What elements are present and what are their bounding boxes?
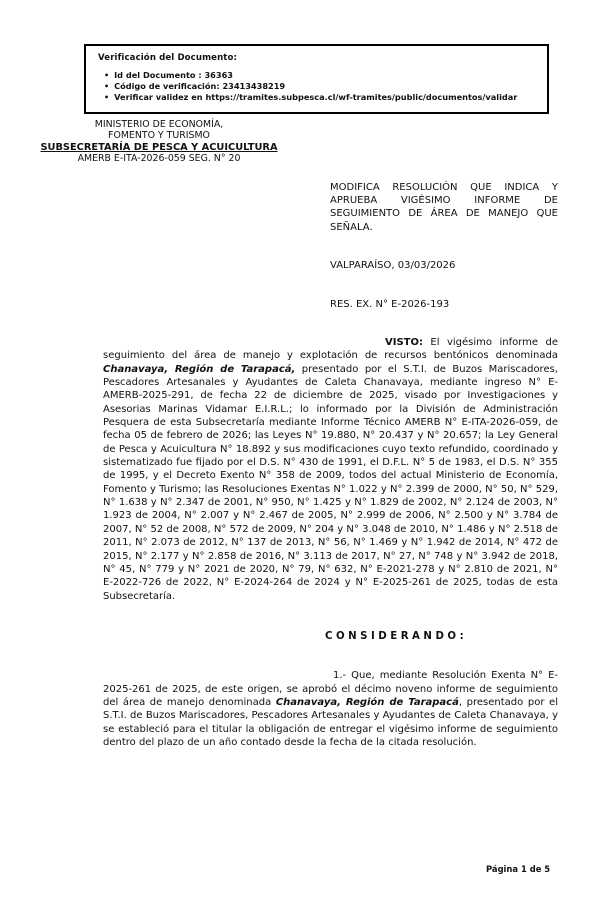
subsecretaria-name: SUBSECRETARÍA DE PESCA Y ACUICULTURA (40, 141, 278, 153)
visto-area-name-emphasis: Chanavaya, Región de Tarapacá, (103, 363, 296, 375)
verification-item-code: • Código de verificación: 23413438219 (104, 81, 539, 92)
considerando-item-1 (103, 669, 558, 749)
amerb-reference: AMERB E-ITA-2026-059 SEG. N° 20 (77, 153, 241, 165)
verification-item-document-id: • Id del Documento : 36363 (104, 70, 539, 81)
verification-title: Verificación del Documento: (98, 53, 238, 63)
visto-paragraph (103, 336, 558, 603)
visto-text-2: presentado por el S.T.I. de Buzos Mariscadores, Pescadores Artesanales y Ayudantes de Caleta Chanavaya, mediante ingreso N° E-AMERB-2025-291, de fecha 22 de diciembre de 2025, visado por Investigaciones y Asesorias Marinas Vidamar E.I.R.L.; lo informado por la División de Administración Pesquera de esta Subsecretaría mediante Informe Técnico AMERB N° E-ITA-2026-059, de fecha 05 de febrero de 2026; las Leyes N° 19.880, N° 20.437 y N° 20.657; la Ley General de Pesca y Acuicultura N° 18.892 y sus modificaciones cuyo texto refundido, coordinado y sistematizado fue fijado por el D.S. N° 430 de 1991, el D.F.L. N° 5 de 1983, el D.S. N° 355 de 1995, y el Decreto Exento N° 358 de 2009, todos del actual Ministerio de Economía, Fomento y Turismo; las Resoluciones Exentas N° 1.022 y N° 2.399 de 2000, N° 50, N° 529, N° 1.638 y N° 2.347 de 2001, N° 950, N° 1.425 y N° 1.829 de 2002, N° 2.124 de 2003, N° 1.923 de 2004, N° 2.007 y N° 2.467 de 2005, N° 2.999 de 2006, N° 2.500 y N° 3.784 de 2007, N° 52 de 2008, N° 572 de 2009, N° 204 y N° 3.048 de 2010, N° 1.486 y N° 2.518 de 2011, N° 2.073 de 2012, N° 137 de 2013, N° 56, N° 1.469 y N° 1.942 de 2014, N° 472 de 2015, N° 2.177 y N° 2.858 de 2016, N° 3.113 de 2017, N° 27, N° 748 y N° 3.942 de 2018, N° 45, N° 779 y N° 2021 de 2020, N° 79, N° 632, N° E-2021-278 y N° 2.810 de 2021, N° E-2022-726 de 2022, N° E-2024-264 de 2024 y N° E-2025-261 de 2025, todas de esta Subsecretaría. (103, 363, 558, 602)
visto-text-1: El vigésimo informe de seguimiento del área de manejo y explotación de recursos bentónicos denominada (103, 337, 558, 362)
place-date: VALPARAÍSO, 03/03/2026 (330, 260, 456, 271)
page-number: Página 1 de 5 (486, 864, 551, 874)
verification-box (84, 44, 549, 114)
document-body (103, 336, 558, 749)
visto-label: VISTO: (385, 337, 423, 348)
considerando-1-text-2: , presentado por el S.T.I. de Buzos Mariscadores, Pescadores Artesanales y Ayudantes de Caleta Chanavaya, y se estableció para el titular la obligación de entregar el vigésimo informe de seguimiento dentro del plazo de un año contado desde la fecha de la citada resolución. (103, 696, 558, 748)
verification-item-url: • Verificar validez en https://tramites.subpesca.cl/wf-tramites/public/documentos/validar (104, 92, 539, 103)
resolution-title: MODIFICA RESOLUCIÓN QUE INDICA Y APRUEBA VIGÉSIMO INFORME DE SEGUIMIENTO DE ÁREA DE MANEJO QUE SEÑALA. (330, 182, 558, 233)
considerando-heading: CONSIDERANDO: (325, 630, 468, 642)
letterhead (18, 119, 300, 165)
verification-list (104, 70, 539, 103)
resolution-number: RES. EX. N° E-2026-193 (330, 299, 450, 310)
considerando-1-area-name-emphasis: Chanavaya, Región de Tarapacá (275, 696, 459, 708)
ministry-name-line-2: FOMENTO Y TURISMO (108, 130, 210, 142)
ministry-name-line-1: MINISTERIO DE ECONOMÍA, (94, 119, 224, 130)
considerando-1-text-1: 1.- Que, mediante Resolución Exenta N° E-2025-261 de 2025, de este origen, se aprobó el décimo noveno informe de seguimiento del área de manejo denominada (103, 670, 558, 708)
